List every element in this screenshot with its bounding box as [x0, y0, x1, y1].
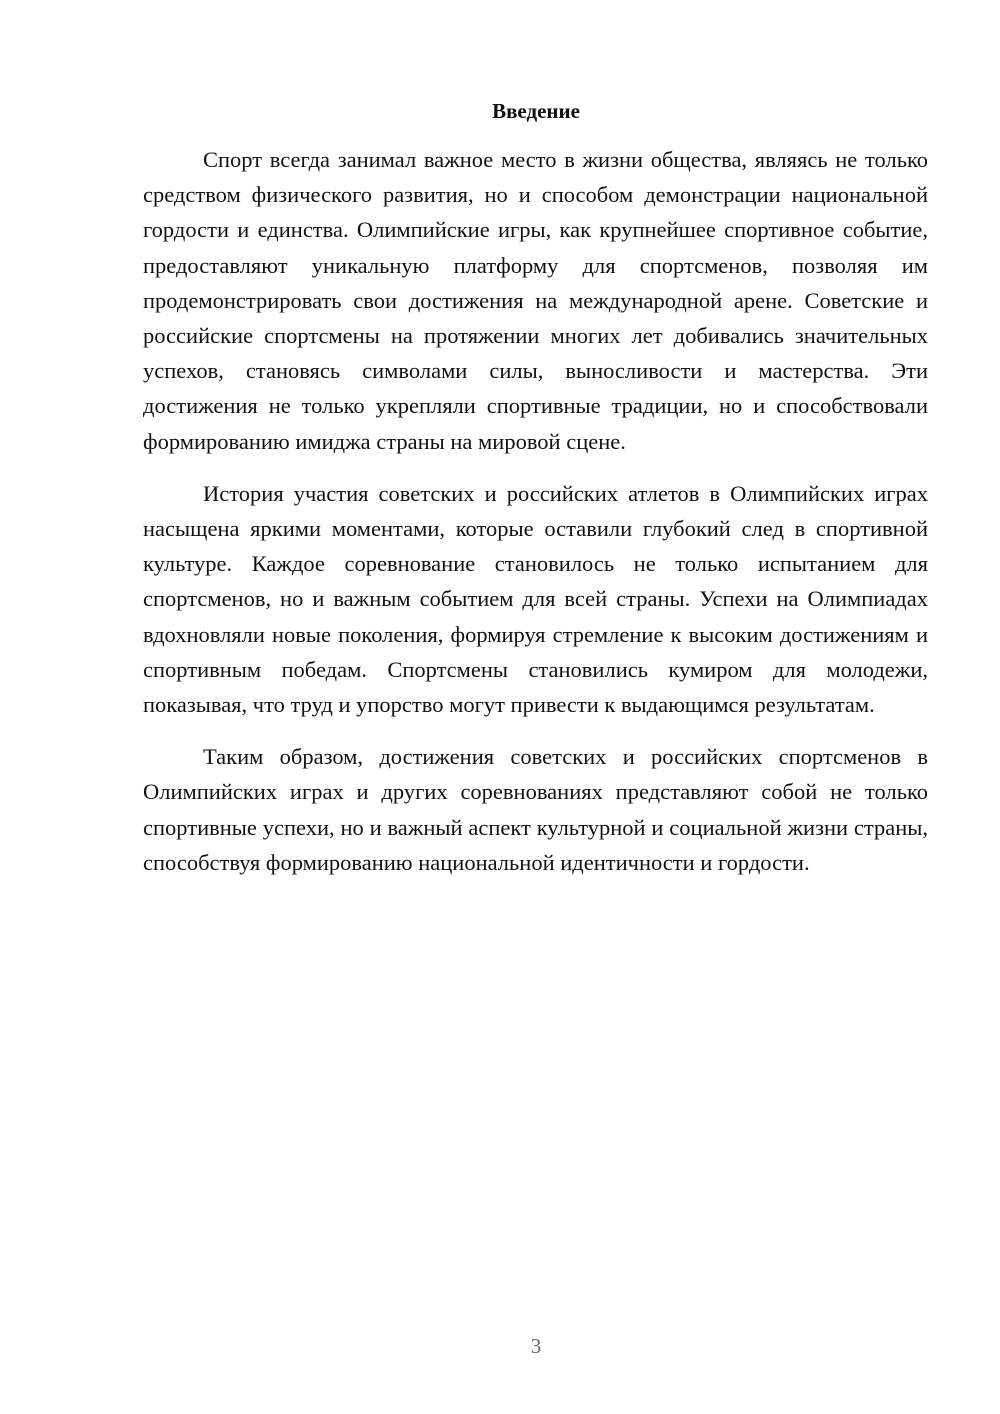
page-number: 3 [530, 1334, 542, 1358]
body-text [143, 142, 928, 897]
section-heading: Введение [492, 99, 580, 123]
paragraph-3: Таким образом, достижения советских и российских спортсменов в Олимпийских играх и других соревнованиях представляют собой не только спортивные успехи, но и важный аспект культурной и социальной жизни страны, способствуя формированию национальной идентичности и гордости. [143, 744, 928, 875]
paragraph-2: История участия советских и российских атлетов в Олимпийских играх насыщена яркими моментами, которые оставили глубокий след в спортивной культуре. Каждое соревнование становилось не только испытанием для спортсменов, но и важным событием для всей страны. Успехи на Олимпиадах вдохновляли новые поколения, формируя стремление к высоким достижениям и спортивным победам. Спортсмены становились кумиром для молодежи, показывая, что труд и упорство могут привести к выдающимся результатам. [143, 480, 928, 718]
paragraph-1: Спорт всегда занимал важное место в жизни общества, являясь не только средством физического развития, но и способом демонстрации национальной гордости и единства. Олимпийские игры, как крупнейшее спортивное событие, предоставляют уникальную платформу для спортсменов, позволяя им продемонстрировать свои достижения на международной арене. Советские и российские спортсмены на протяжении многих лет добивались значительных успехов, становясь символами силы, выносливости и мастерства. Эти достижения не только укрепляли спортивные традиции, но и способствовали формированию имиджа страны на мировой сцене. [143, 147, 928, 454]
